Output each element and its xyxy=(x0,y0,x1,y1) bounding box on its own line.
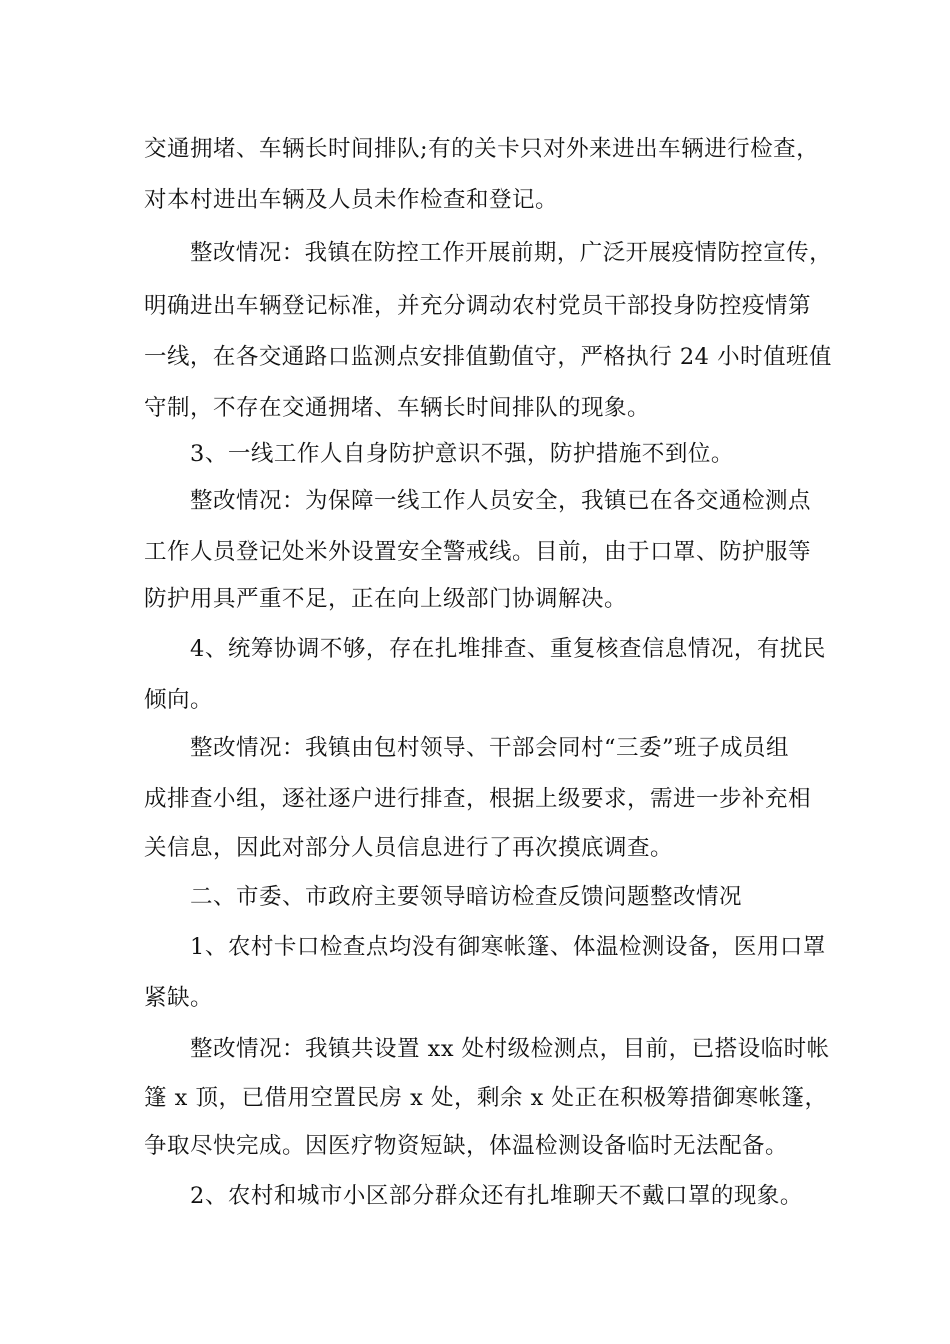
text-line: 整改情况：我镇在防控工作开展前期，广泛开展疫情防控宣传， xyxy=(190,240,833,266)
text-line: 一线，在各交通路口监测点安排值勤值守，严格执行 24 小时值班值 xyxy=(144,344,832,370)
text-line: 争取尽快完成。因医疗物资短缺，体温检测设备临时无法配备。 xyxy=(144,1133,789,1159)
text-line: 二、市委、市政府主要领导暗访检查反馈问题整改情况 xyxy=(190,884,743,910)
text-line: 1、农村卡口检查点均没有御寒帐篷、体温检测设备，医用口罩 xyxy=(190,934,826,960)
text-line: 明确进出车辆登记标准，并充分调动农村党员干部投身防控疫情第 xyxy=(144,293,812,319)
text-line: 篷 x 顶，已借用空置民房 x 处，剩余 x 处正在积极筹措御寒帐篷， xyxy=(144,1085,828,1111)
text-line: 成排查小组，逐社逐户进行排查，根据上级要求，需进一步补充相 xyxy=(144,786,812,812)
text-line: 守制，不存在交通拥堵、车辆长时间排队的现象。 xyxy=(144,395,651,421)
text-line: 2、农村和城市小区部分群众还有扎堆聊天不戴口罩的现象。 xyxy=(190,1183,803,1209)
text-line: 整改情况：我镇共设置 xx 处村级检测点，目前，已搭设临时帐 xyxy=(190,1036,830,1062)
text-line: 整改情况：为保障一线工作人员安全，我镇已在各交通检测点 xyxy=(190,488,812,514)
text-line: 3、一线工作人自身防护意识不强，防护措施不到位。 xyxy=(190,441,734,467)
text-line: 交通拥堵、车辆长时间排队;有的关卡只对外来进出车辆进行检查， xyxy=(144,136,820,162)
text-line: 对本村进出车辆及人员未作检查和登记。 xyxy=(144,187,559,213)
text-line: 倾向。 xyxy=(144,687,214,713)
text-line: 工作人员登记处米外设置安全警戒线。目前，由于口罩、防护服等 xyxy=(144,539,812,565)
text-line: 紧缺。 xyxy=(144,985,214,1011)
text-line: 防护用具严重不足，正在向上级部门协调解决。 xyxy=(144,586,628,612)
text-line: 整改情况：我镇由包村领导、干部会同村“三委”班子成员组 xyxy=(190,735,790,761)
text-line: 关信息，因此对部分人员信息进行了再次摸底调查。 xyxy=(144,835,674,861)
text-line: 4、统筹协调不够，存在扎堆排查、重复核查信息情况，有扰民 xyxy=(190,636,826,662)
